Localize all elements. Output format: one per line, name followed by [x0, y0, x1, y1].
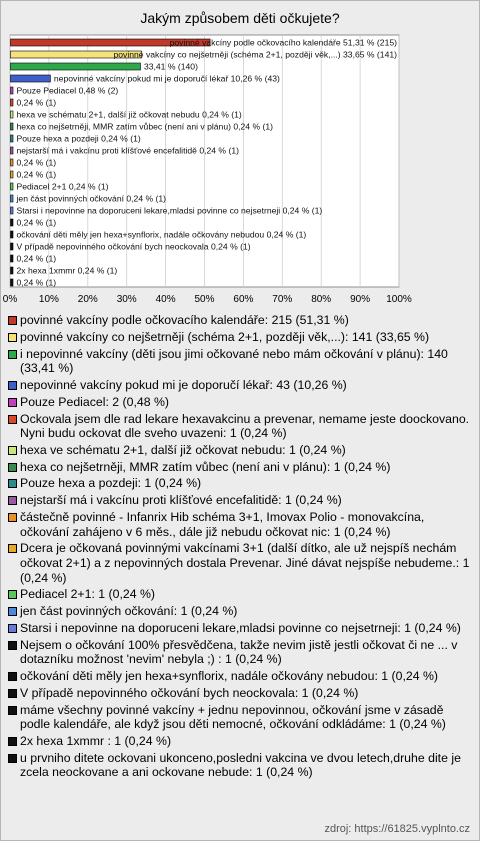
legend-item — [8, 751, 470, 780]
bar-label: V případě nepovinného očkování bych neockovala 0,24 % (1) — [16, 241, 251, 252]
bar — [11, 99, 14, 106]
legend-label: nejstarší má i vakcínu proti klíšťové encefalitidě: 1 (0,24 %) — [20, 493, 342, 508]
bar — [11, 111, 14, 118]
legend-item — [8, 347, 470, 376]
bar-label: 0,24 % (1) — [16, 277, 57, 288]
bar — [11, 147, 14, 154]
legend-swatch — [8, 544, 17, 553]
x-tick-label: 60% — [233, 294, 254, 305]
x-tick-label: 70% — [272, 294, 293, 305]
bar-label: nepovinné vakcíny pokud mi je doporučí lékař 10,26 % (43) — [53, 73, 280, 84]
bar — [11, 267, 14, 274]
x-tick-label: 100% — [386, 294, 412, 305]
legend-swatch — [8, 415, 17, 424]
bar-label: Starsi i nepovinne na doporuceni lekare,mladsi povinne co nejsetrneji 0,24 % (1) — [16, 205, 323, 216]
legend-item — [8, 476, 470, 491]
legend-item — [8, 604, 470, 619]
legend-item — [8, 460, 470, 475]
legend-label: Pouze hexa a pozdeji: 1 (0,24 %) — [20, 476, 202, 491]
legend-swatch — [8, 479, 17, 488]
bar-label: povinné vakcíny podle očkovacího kalendáře 51,31 % (215) — [169, 37, 397, 48]
bar-label: Pouze hexa a pozdeji 0,24 % (1) — [16, 133, 141, 144]
legend-item — [8, 541, 470, 585]
legend-label: Nejsem o očkování 100% přesvědčena, takže nevim jistě jestli očkovat či ne ... v dotazníku možnost 'nevim' nebyla ;) : 1 (0,24 %) — [20, 637, 458, 667]
legend-label: i nepovinné vakcíny (děti jsou jimi očkované nebo mám očkování v plánu): 140 (33,41 %) — [20, 346, 448, 376]
legend-item — [8, 621, 470, 636]
bar — [11, 171, 14, 178]
legend-swatch — [8, 624, 17, 633]
legend-label: máme všechny povinné vakcíny + jednu nepovinnou, očkování jsme v zásadě podle kalendáře, ale když jsou děti nemocné, očkování odkládáme: 1 (0,24 %) — [20, 702, 446, 732]
legend-item — [8, 378, 470, 393]
bar — [11, 123, 14, 130]
bar — [11, 135, 14, 142]
legend-swatch — [8, 316, 17, 325]
bar-label: 2x hexa 1xmmr 0,24 % (1) — [16, 265, 118, 276]
bar-label: 0,24 % (1) — [16, 97, 57, 108]
bar — [11, 75, 51, 82]
bar — [11, 159, 14, 166]
legend-label: hexa co nejšetrněji, MMR zatím vůbec (není ani v plánu): 1 (0,24 %) — [20, 459, 391, 474]
source-link[interactable]: zdroj: https://61825.vyplnto.cz — [324, 823, 470, 835]
legend-label: Pouze Pediacel: 2 (0,48 %) — [20, 394, 170, 409]
bar — [11, 207, 14, 214]
legend-swatch — [8, 398, 17, 407]
bar — [11, 255, 14, 262]
legend-swatch — [8, 737, 17, 746]
legend-label: Pediacel 2+1: 1 (0,24 %) — [20, 587, 156, 602]
legend-swatch — [8, 350, 17, 359]
legend-item — [8, 493, 470, 508]
legend-swatch — [8, 446, 17, 455]
bar-label: nejstarší má i vakcínu proti klíšťové encefalitidě 0,24 % (1) — [16, 145, 239, 156]
bar — [11, 279, 14, 286]
legend-item — [8, 669, 470, 684]
legend-item — [8, 443, 470, 458]
legend-label: V případě nepovinného očkování bych neockovala: 1 (0,24 %) — [20, 685, 359, 700]
bar — [11, 63, 141, 70]
x-tick-label: 50% — [194, 294, 215, 305]
legend-label: Starsi i nepovinne na doporuceni lekare,mladsi povinne co nejsetrneji: 1 (0,24 %) — [20, 620, 461, 635]
x-tick-label: 0% — [2, 294, 18, 305]
legend-swatch — [8, 513, 17, 522]
legend-label: jen část povinných očkování: 1 (0,24 %) — [20, 604, 238, 619]
legend-swatch — [8, 496, 17, 505]
bar-label: hexa ve schématu 2+1, další již očkovat nebudu 0,24 % (1) — [16, 109, 242, 120]
legend-swatch — [8, 607, 17, 616]
chart-title: Jakým způsobem děti očkujete? — [140, 10, 340, 26]
legend-label: očkování děti měly jen hexa+synflorix, nadále očkovány nebudou: 1 (0,24 %) — [20, 669, 439, 684]
x-tick-label: 40% — [155, 294, 176, 305]
bar — [11, 87, 14, 94]
legend-label: povinné vakcíny podle očkovacího kalendáře: 215 (51,31 %) — [20, 313, 349, 327]
bar — [11, 183, 14, 190]
legend-item — [8, 313, 470, 328]
x-tick-label: 10% — [38, 294, 59, 305]
bar — [11, 219, 14, 226]
bar-label: 33,41 % (140) — [143, 61, 198, 72]
legend-item — [8, 587, 470, 602]
legend-swatch — [8, 641, 17, 650]
bar-label: 0,24 % (1) — [16, 253, 57, 264]
legend-item — [8, 330, 470, 345]
x-tick-label: 90% — [350, 294, 371, 305]
bar-label: očkování děti měly jen hexa+synflorix, nadále očkovány nebudou 0,24 % (1) — [16, 229, 307, 240]
legend-label: Dcera je očkovaná povinnými vakcínami 3+1 (další dítko, ale už nejspíš nechám očkovat 2+1) a z nepovinných dostala Prevenar. Jiné dávat nejspíše nebudeme.: 1 (0,24 %) — [20, 541, 470, 585]
legend-label: hexa ve schématu 2+1, další již očkovat nebudu: 1 (0,24 %) — [20, 442, 346, 457]
legend-swatch — [8, 706, 17, 715]
legend-swatch — [8, 672, 17, 681]
legend-label: částečně povinné - Infanrix Hib schéma 3+1, Imovax Polio - monovakcína, očkování zahájeno v 6 měs., dále již nebudu očkovat nic: 1 (0,24 %) — [20, 510, 425, 539]
legend-label: nepovinné vakcíny pokud mi je doporučí lékař: 43 (10,26 %) — [20, 377, 347, 392]
bar-chart — [0, 30, 480, 310]
legend-swatch — [8, 689, 17, 698]
legend-swatch — [8, 333, 17, 342]
legend-item — [8, 734, 470, 749]
legend-swatch — [8, 754, 17, 763]
legend-item — [8, 510, 470, 539]
bar-label: Pediacel 2+1 0,24 % (1) — [16, 181, 109, 192]
legend-swatch — [8, 463, 17, 472]
bar-label: povinné vakcíny co nejšetrněji (schéma 2+1, později věk,...) 33,65 % (141) — [113, 49, 397, 60]
legend-item — [8, 395, 470, 410]
legend-label: Ockovala jsem dle rad lekare hexavakcinu a prevenar, nemame jeste doockovano. Nyni budu ockovat dle sveho uvazeni: 1 (0,24 %) — [20, 411, 470, 441]
legend-item — [8, 412, 470, 441]
legend-item — [8, 686, 470, 701]
bar-label: Pouze Pediacel 0,48 % (2) — [16, 85, 119, 96]
bar-label: jen část povinných očkování 0,24 % (1) — [16, 193, 167, 204]
bar-label: 0,24 % (1) — [16, 217, 57, 228]
bar-label: 0,24 % (1) — [16, 169, 57, 180]
bar-label: 0,24 % (1) — [16, 157, 57, 168]
x-tick-label: 30% — [116, 294, 137, 305]
legend-label: 2x hexa 1xmmr : 1 (0,24 %) — [20, 734, 172, 748]
x-tick-label: 20% — [77, 294, 98, 305]
legend-label: povinné vakcíny co nejšetrněji (schéma 2+1, později věk,...): 141 (33,65 %) — [20, 329, 430, 344]
x-tick-label: 80% — [311, 294, 332, 305]
bar — [11, 243, 14, 250]
legend-swatch — [8, 381, 17, 390]
bar-label: hexa co nejšetrněji, MMR zatím vůbec (není ani v plánu) 0,24 % (1) — [16, 121, 273, 132]
legend-item — [8, 703, 470, 732]
legend-label: u prvniho ditete ockovani ukonceno,posledni vakcina ve dvou letech,druhe dite je zcela neockovane a ani ockovane nebude: 1 (0,24 %) — [20, 750, 461, 780]
bar — [11, 195, 14, 202]
legend-swatch — [8, 590, 17, 599]
legend-item — [8, 638, 470, 667]
bar — [11, 231, 14, 238]
legend — [8, 313, 470, 782]
